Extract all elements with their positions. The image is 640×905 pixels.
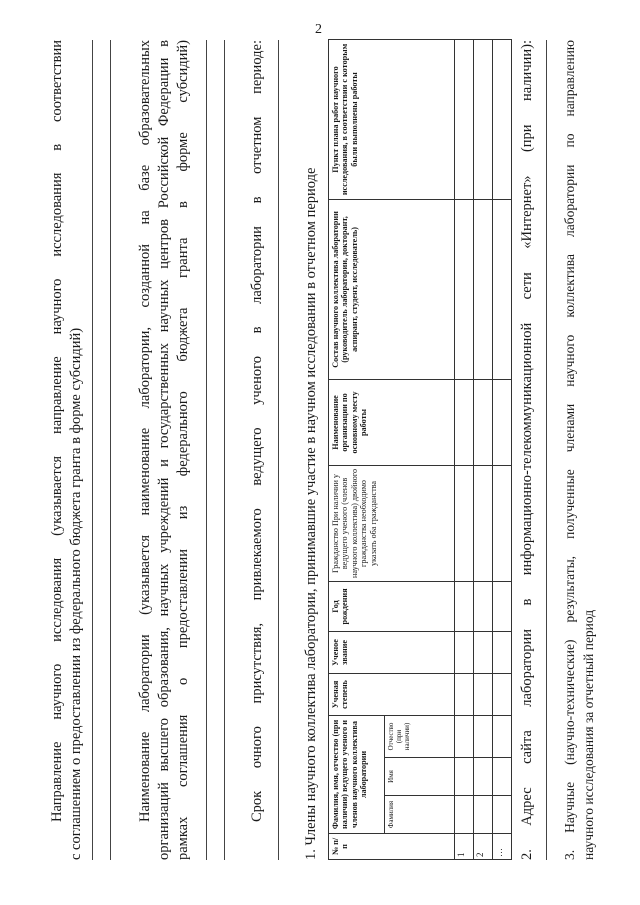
row-number: 1 xyxy=(455,834,474,860)
direction-answer-line xyxy=(92,40,93,860)
header-composition: Состав научного коллектива лаборатории (руководитель лаборатории, докторант, аспирант, студент, исследователь) xyxy=(329,199,455,379)
header-title: Ученое звание xyxy=(329,631,455,673)
header-birth-year: Год рождения xyxy=(329,581,455,631)
header-surname: Фамилия xyxy=(385,796,455,834)
table-row xyxy=(474,39,493,859)
header-plan-item: Пункт плана работ научного исследования, в соответствии с которым были выполнены работы xyxy=(329,39,455,199)
lab-name-line-1: Наименование лаборатории (указывается наименование лаборатории, созданной на базе образовательных xyxy=(137,40,153,822)
lab-name-line-2: организаций высшего образования, научных учреждений и государственных научных центров Российской Федерации в xyxy=(156,40,172,860)
presence-paragraph xyxy=(248,40,267,860)
lab-name-paragraph xyxy=(136,40,193,860)
row-number: 2 xyxy=(474,834,493,860)
members-table xyxy=(328,39,512,860)
header-fio: Фамилия, имя, отчество (при наличии) ведущего ученого и членов научного коллектива лаборатории xyxy=(329,715,385,833)
direction-line-1: Направление научного исследования (указывается направление научного исследования в соответствии xyxy=(49,40,65,822)
site-line: 2. Адрес сайта лаборатории в информационно-телекоммуникационной сети «Интернет» (при наличии): xyxy=(519,40,535,860)
header-organization: Наименование организации по основному месту работы xyxy=(329,379,455,465)
members-title: 1. Члены научного коллектива лаборатории, принимавшие участие в научном исследовании в отчетном периоде xyxy=(303,167,319,860)
header-patronymic: Отчество (при наличии) xyxy=(385,715,455,757)
rotated-page-content xyxy=(48,40,608,860)
lab-name-answer-line-2 xyxy=(224,40,225,860)
lab-name-line-3: рамках соглашения о предоставлении из федерального бюджета гранта в форме субсидий) xyxy=(175,40,191,860)
presence-line: Срок очного присутствия, привлекаемого ведущего ученого в лаборатории в отчетном периоде: xyxy=(249,40,265,822)
direction-paragraph xyxy=(48,40,86,860)
direction-answer-line-2 xyxy=(110,40,111,860)
table-row xyxy=(455,39,474,859)
site-answer-line xyxy=(546,40,547,860)
presence-answer-line xyxy=(278,40,279,860)
results-line-1: 3. Научные (научно-технические) результаты, полученные членами научного коллектива лаборатории по направлению xyxy=(562,40,577,860)
row-number: … xyxy=(493,834,512,860)
header-number: № п/п xyxy=(329,834,455,860)
lab-name-answer-line xyxy=(206,40,207,860)
page-number: 2 xyxy=(315,22,322,37)
direction-line-2: с соглашением о предоставлении из федерального бюджета гранта в форме субсидий) xyxy=(68,327,84,860)
header-degree: Ученая степень xyxy=(329,673,455,715)
results-paragraph xyxy=(560,40,598,860)
site-paragraph xyxy=(518,40,537,860)
header-name: Имя xyxy=(385,758,455,796)
results-line-2: научного исследования за отчетный период xyxy=(581,609,596,860)
header-citizenship: Гражданство При наличии у ведущего ученого (членов научного коллектива) двойного гражданства необходимо указать оба гражданства xyxy=(329,465,455,581)
table-row xyxy=(493,39,512,859)
